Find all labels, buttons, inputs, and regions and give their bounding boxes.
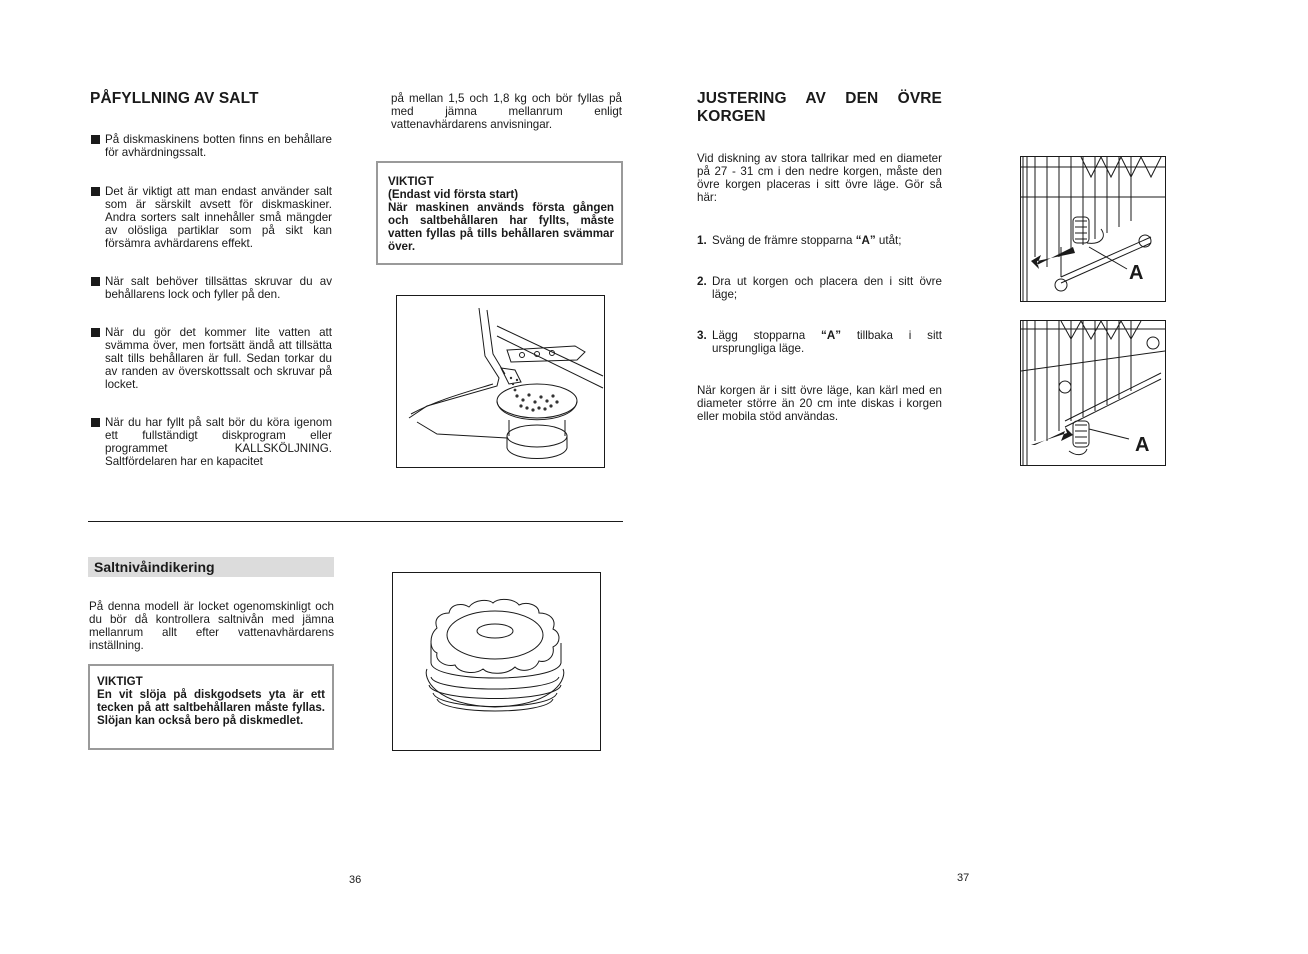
important-heading: VIKTIGT <box>97 675 143 688</box>
important-text: En vit slöja på diskgodsets yta är ett tecken på att saltbehållaren måste fyllas. Slöjan kan också bero på diskmedlet. <box>97 688 325 727</box>
step-number: 2. <box>697 275 707 288</box>
salt-cap-illustration <box>392 572 601 751</box>
bullet-square-icon <box>91 187 100 196</box>
section-header-bar <box>88 557 334 577</box>
bullet-square-icon <box>91 277 100 286</box>
step-text-end: utåt; <box>875 234 902 247</box>
basket-stopper-out-illustration <box>1020 156 1166 302</box>
bullet-item <box>90 275 332 301</box>
step-text: Lägg stopparna <box>712 329 822 342</box>
bullet-text: När salt behöver tillsättas skruvar du av behållarens lock och fyller på den. <box>105 275 332 301</box>
section-title-salt-level: Saltnivåindikering <box>94 559 215 575</box>
step-text: Sväng de främre stopparna <box>712 234 856 247</box>
step-item <box>697 275 942 301</box>
figure-label-a: A <box>1135 434 1150 456</box>
step-text: Dra ut korgen och placera den i sitt övre läge; <box>712 275 942 301</box>
basket-rack-drawing-2 <box>1021 321 1165 465</box>
figure-label-a: A <box>1129 262 1144 284</box>
section-divider <box>88 521 623 522</box>
step-stopper-label: “A” <box>821 329 841 342</box>
salt-pouring-drawing <box>397 296 604 467</box>
bullet-text: När du har fyllt på salt bör du köra igenom ett fullständigt diskprogram eller programmet KALLSKÖLJNING. Saltfördelaren har en kapacitet <box>105 416 332 468</box>
basket-stopper-in-illustration <box>1020 320 1166 466</box>
bullet-text: När du gör det kommer lite vatten att svämma över, men fortsätt ändå att tillsätta salt tills behållaren är full. Sedan torkar du av randen av överskottssalt och skruvar på locket. <box>105 326 332 391</box>
bullet-item <box>90 416 332 468</box>
step-number: 1. <box>697 234 707 247</box>
salt-filling-illustration <box>396 295 605 468</box>
bullet-square-icon <box>91 418 100 427</box>
salt-level-text: På denna modell är locket ogenomskinligt och du bör då kontrollera saltnivån med jämna mellanrum allt efter vattenavhärdarens inställning. <box>89 600 334 652</box>
upper-basket-intro: Vid diskning av stora tallrikar med en diameter på 27 - 31 cm i den nedre korgen, måste den övre korgen placeras i sitt övre läge. Gör så här: <box>697 152 942 204</box>
step-item <box>697 329 942 355</box>
salt-cap-drawing <box>393 573 600 750</box>
bullet-item <box>90 133 332 159</box>
step-item <box>697 234 942 247</box>
continuation-text: på mellan 1,5 och 1,8 kg och bör fyllas på med jämna mellanrum enligt vattenavhärdarens anvisningar. <box>391 92 622 131</box>
bullet-text: Det är viktigt att man endast använder salt som är särskilt avsett för diskmaskiner. Andra sorters salt innehåller små mängder av olösliga partiklar som på sikt kan försämra avhärdarens effekt. <box>105 185 332 250</box>
bullet-square-icon <box>91 135 100 144</box>
section-title-salt: PÅFYLLNING AV SALT <box>90 90 259 107</box>
important-heading: VIKTIGT <box>388 175 434 188</box>
basket-rack-drawing-1 <box>1021 157 1165 301</box>
step-number: 3. <box>697 329 707 342</box>
bullet-item <box>90 185 332 250</box>
upper-basket-note: När korgen är i sitt övre läge, kan kärl med en diameter större än 20 cm inte diskas i korgen eller mobila stöd användas. <box>697 384 942 423</box>
page-number: 37 <box>957 872 970 884</box>
page-number: 36 <box>349 874 362 886</box>
important-box-first-start <box>376 161 623 265</box>
step-text-end: tillbaka i sitt ursprungliga läge. <box>712 329 942 355</box>
section-title-upper-basket: JUSTERING AV DEN ÖVRE KORGEN <box>697 90 942 125</box>
important-box-white-film <box>88 664 334 750</box>
bullet-square-icon <box>91 328 100 337</box>
bullet-text: På diskmaskinens botten finns en behållare för avhärdningssalt. <box>105 133 332 159</box>
step-stopper-label: “A” <box>855 234 876 247</box>
important-subheading: (Endast vid första start) <box>388 188 519 201</box>
important-text: När maskinen används första gången och saltbehållaren har fyllts, måste vatten fyllas på tills behållaren svämmar över. <box>388 201 614 253</box>
bullet-item <box>90 326 332 391</box>
